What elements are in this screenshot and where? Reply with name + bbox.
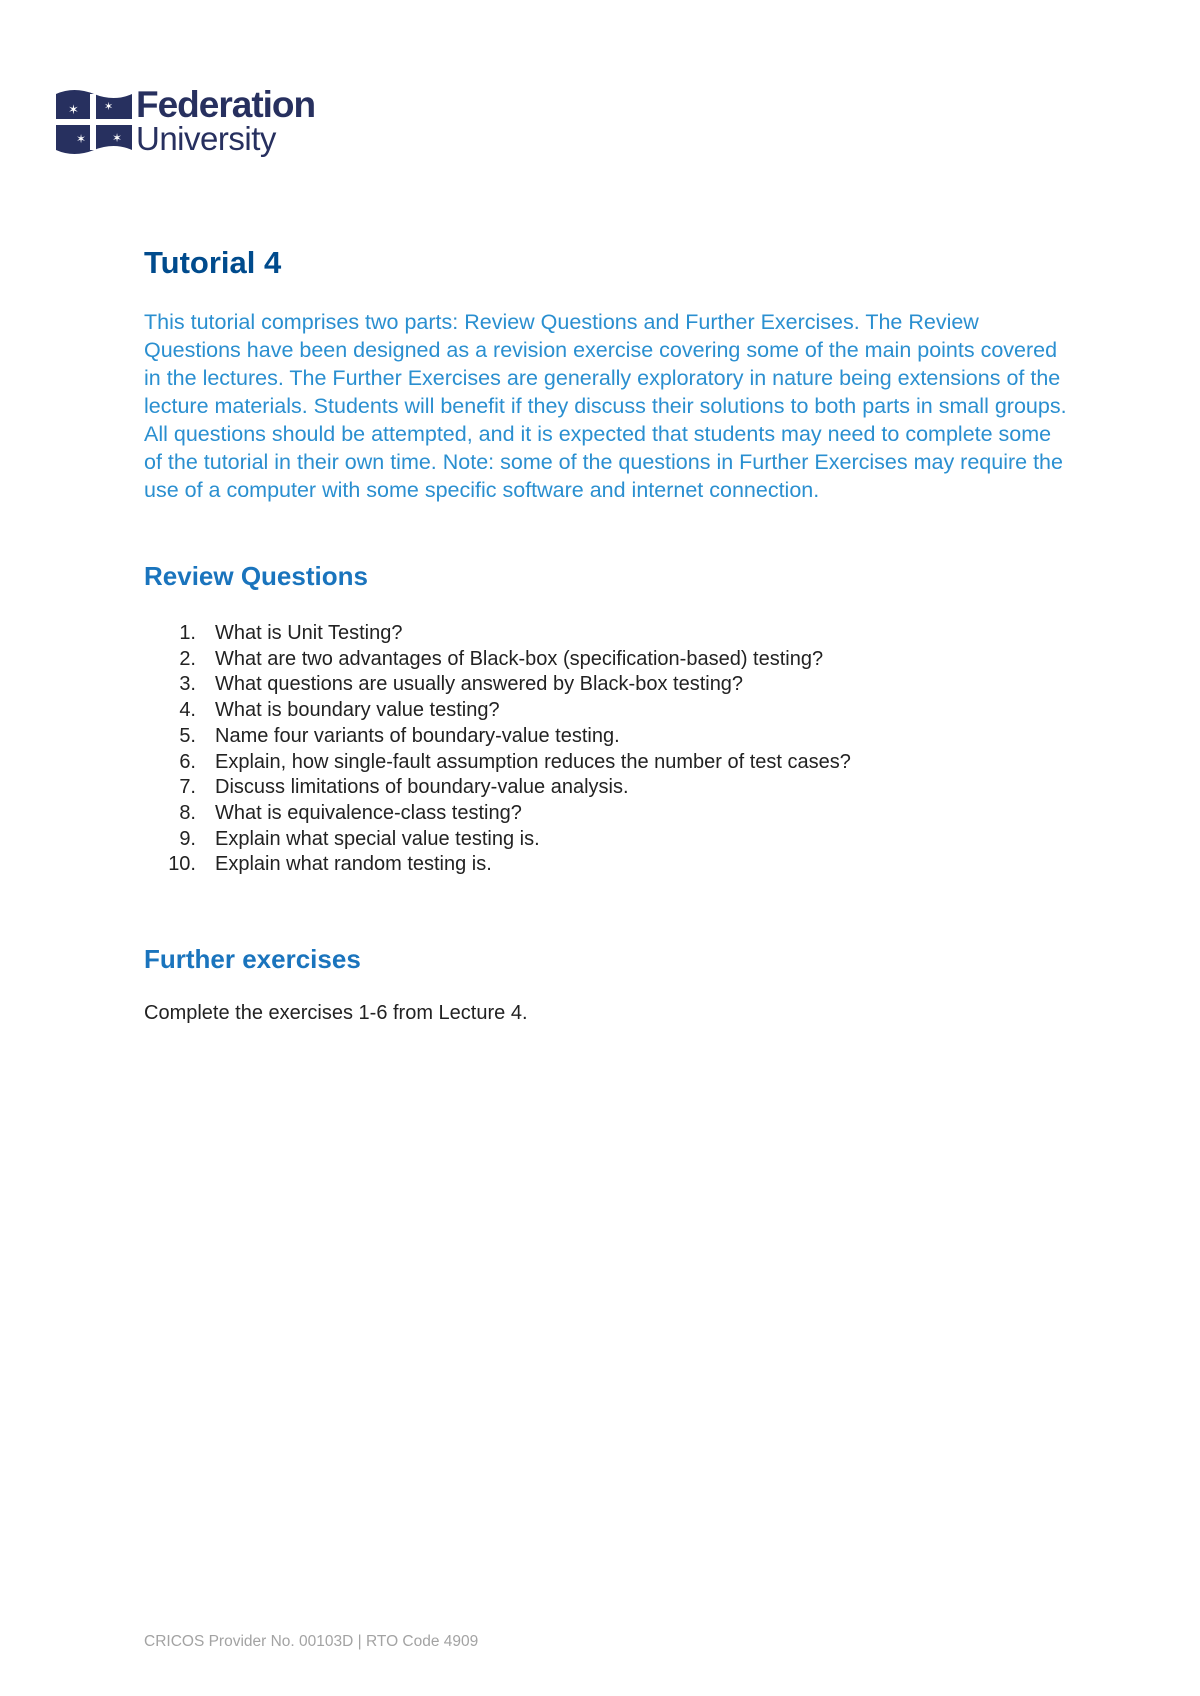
- logo-text-university: University: [136, 120, 276, 157]
- list-item-number: 10.: [168, 853, 196, 876]
- list-item-text: What questions are usually answered by Black-box testing?: [215, 673, 744, 696]
- list-item-text: Discuss limitations of boundary-value analysis.: [215, 776, 629, 799]
- list-item-number: 6.: [179, 750, 196, 773]
- list-item-text: What is boundary value testing?: [215, 699, 500, 722]
- list-item: [144, 698, 1074, 724]
- intro-paragraph: This tutorial comprises two parts: Review Questions and Further Exercises. The Review Questions have been designed as a revision exercise covering some of the main points covered in the lectures. The Further Exercises are generally exploratory in nature being extensions of the lecture materials. Students will benefit if they discuss their solutions to both parts in small groups. All questions should be attempted, and it is expected that students may need to complete some of the tutorial in their own time. Note: some of the questions in Further Exercises may require the use of a computer with some specific software and internet connection.: [144, 310, 1067, 502]
- logo-text-federation: Federation: [136, 84, 316, 125]
- list-item: [144, 750, 1074, 776]
- list-item-text: What is Unit Testing?: [215, 622, 403, 644]
- list-item: [144, 827, 1074, 853]
- list-item-text: Explain what random testing is.: [215, 853, 492, 876]
- svg-text:✶: ✶: [112, 131, 123, 145]
- svg-text:✶: ✶: [68, 103, 79, 118]
- document-body: [144, 240, 1074, 1026]
- list-item: [144, 852, 1074, 878]
- list-item-number: 4.: [179, 699, 196, 722]
- list-item-number: 5.: [179, 724, 196, 747]
- list-item-text: What are two advantages of Black-box (specification-based) testing?: [215, 647, 824, 670]
- list-item: [144, 724, 1074, 750]
- list-item: [144, 801, 1074, 827]
- page-title: Tutorial 4: [144, 245, 282, 280]
- logo-flag-icon: [56, 88, 132, 154]
- svg-text:✶: ✶: [104, 100, 114, 113]
- list-item-text: Explain what special value testing is.: [215, 827, 540, 850]
- list-item: [144, 621, 1074, 647]
- list-item-text: What is equivalence-class testing?: [215, 801, 522, 824]
- list-item-number: 1.: [179, 622, 196, 644]
- list-item-number: 7.: [179, 776, 196, 799]
- footer-cricos: CRICOS Provider No. 00103D | RTO Code 4909: [144, 1633, 479, 1650]
- further-exercises-text: Complete the exercises 1-6 from Lecture 4.: [144, 1002, 528, 1025]
- federation-university-logo: [56, 84, 326, 160]
- list-item-number: 3.: [179, 673, 196, 696]
- list-item-number: 8.: [179, 801, 196, 824]
- list-item-number: 9.: [179, 827, 196, 850]
- list-item-text: Explain, how single-fault assumption reduces the number of test cases?: [215, 750, 851, 773]
- list-item: [144, 672, 1074, 698]
- list-item-text: Name four variants of boundary-value testing.: [215, 724, 620, 747]
- list-item: [144, 647, 1074, 673]
- list-item: [144, 775, 1074, 801]
- review-questions-heading: Review Questions: [144, 561, 368, 591]
- further-exercises-heading: Further exercises: [144, 944, 361, 975]
- review-questions-list: [144, 621, 1074, 878]
- svg-text:✶: ✶: [76, 132, 87, 146]
- list-item-number: 2.: [179, 647, 196, 670]
